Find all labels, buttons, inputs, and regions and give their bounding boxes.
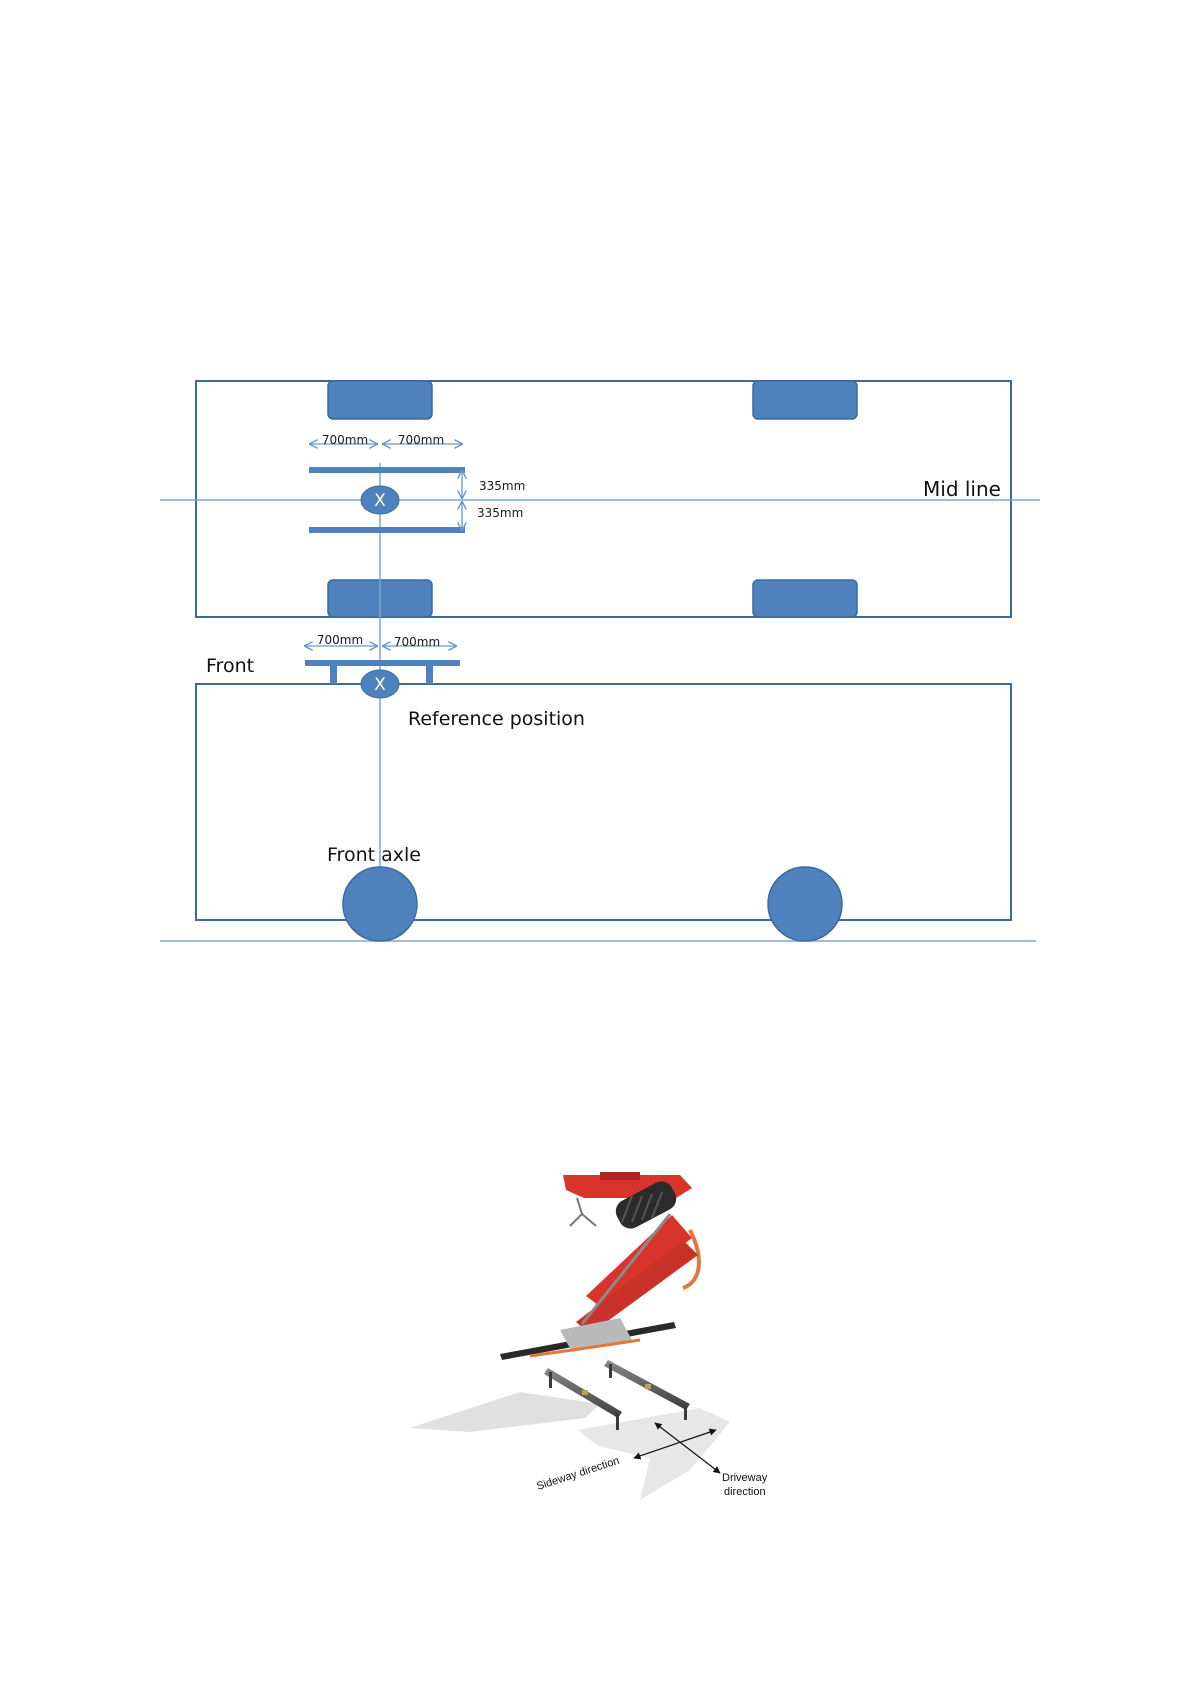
pantograph-bar	[305, 660, 460, 666]
dim-top-upper-label: 335mm	[479, 479, 526, 493]
dim-top-left-label: 700mm	[321, 433, 369, 447]
vehicle-top-outline	[196, 381, 1011, 617]
side-view-diagram	[160, 633, 1036, 941]
top-view-diagram	[160, 381, 1040, 940]
pantograph-leg-left	[330, 666, 337, 684]
driveway-direction-label-line1: Driveway	[722, 1472, 768, 1484]
vehicle-side-outline	[196, 684, 1011, 920]
roof-frame-cap	[600, 1172, 640, 1180]
ground-shadow-right	[578, 1408, 730, 1500]
rail-marker-1	[582, 1390, 588, 1395]
mid-line-label: Mid line	[923, 477, 1001, 501]
rail-marker-2	[645, 1384, 651, 1389]
marker-top-label: X	[374, 491, 386, 511]
pantograph-leg-right	[426, 666, 433, 684]
rail-post-4	[684, 1406, 687, 1420]
rail-post-1	[549, 1372, 552, 1388]
dim-top-lower-label: 335mm	[477, 506, 524, 520]
wheel-top-front-upper	[328, 381, 432, 419]
front-label: Front	[206, 655, 255, 677]
wheel-side-rear	[768, 867, 842, 941]
marker-side-label: X	[374, 675, 386, 695]
wheel-top-rear-lower	[753, 580, 857, 617]
sideway-direction-label: Sideway direction	[535, 1454, 621, 1493]
rail-top-upper	[309, 467, 465, 473]
roof-hanger	[570, 1198, 596, 1226]
dim-side-right-label: 700mm	[393, 635, 441, 649]
wheel-top-rear-upper	[753, 381, 857, 419]
dim-top-right-label: 700mm	[397, 433, 445, 447]
wheel-side-front	[343, 867, 417, 941]
ground-shadow-left	[410, 1392, 600, 1432]
reference-position-label: Reference position	[408, 708, 585, 730]
rail-post-2	[616, 1414, 619, 1430]
front-axle-label: Front axle	[327, 844, 421, 866]
dim-side-left-label: 700mm	[316, 633, 364, 647]
rail-post-3	[609, 1364, 612, 1378]
rail-top-lower	[309, 527, 465, 533]
pantograph-illustration	[410, 1172, 768, 1500]
driveway-direction-label-line2: direction	[724, 1486, 766, 1498]
